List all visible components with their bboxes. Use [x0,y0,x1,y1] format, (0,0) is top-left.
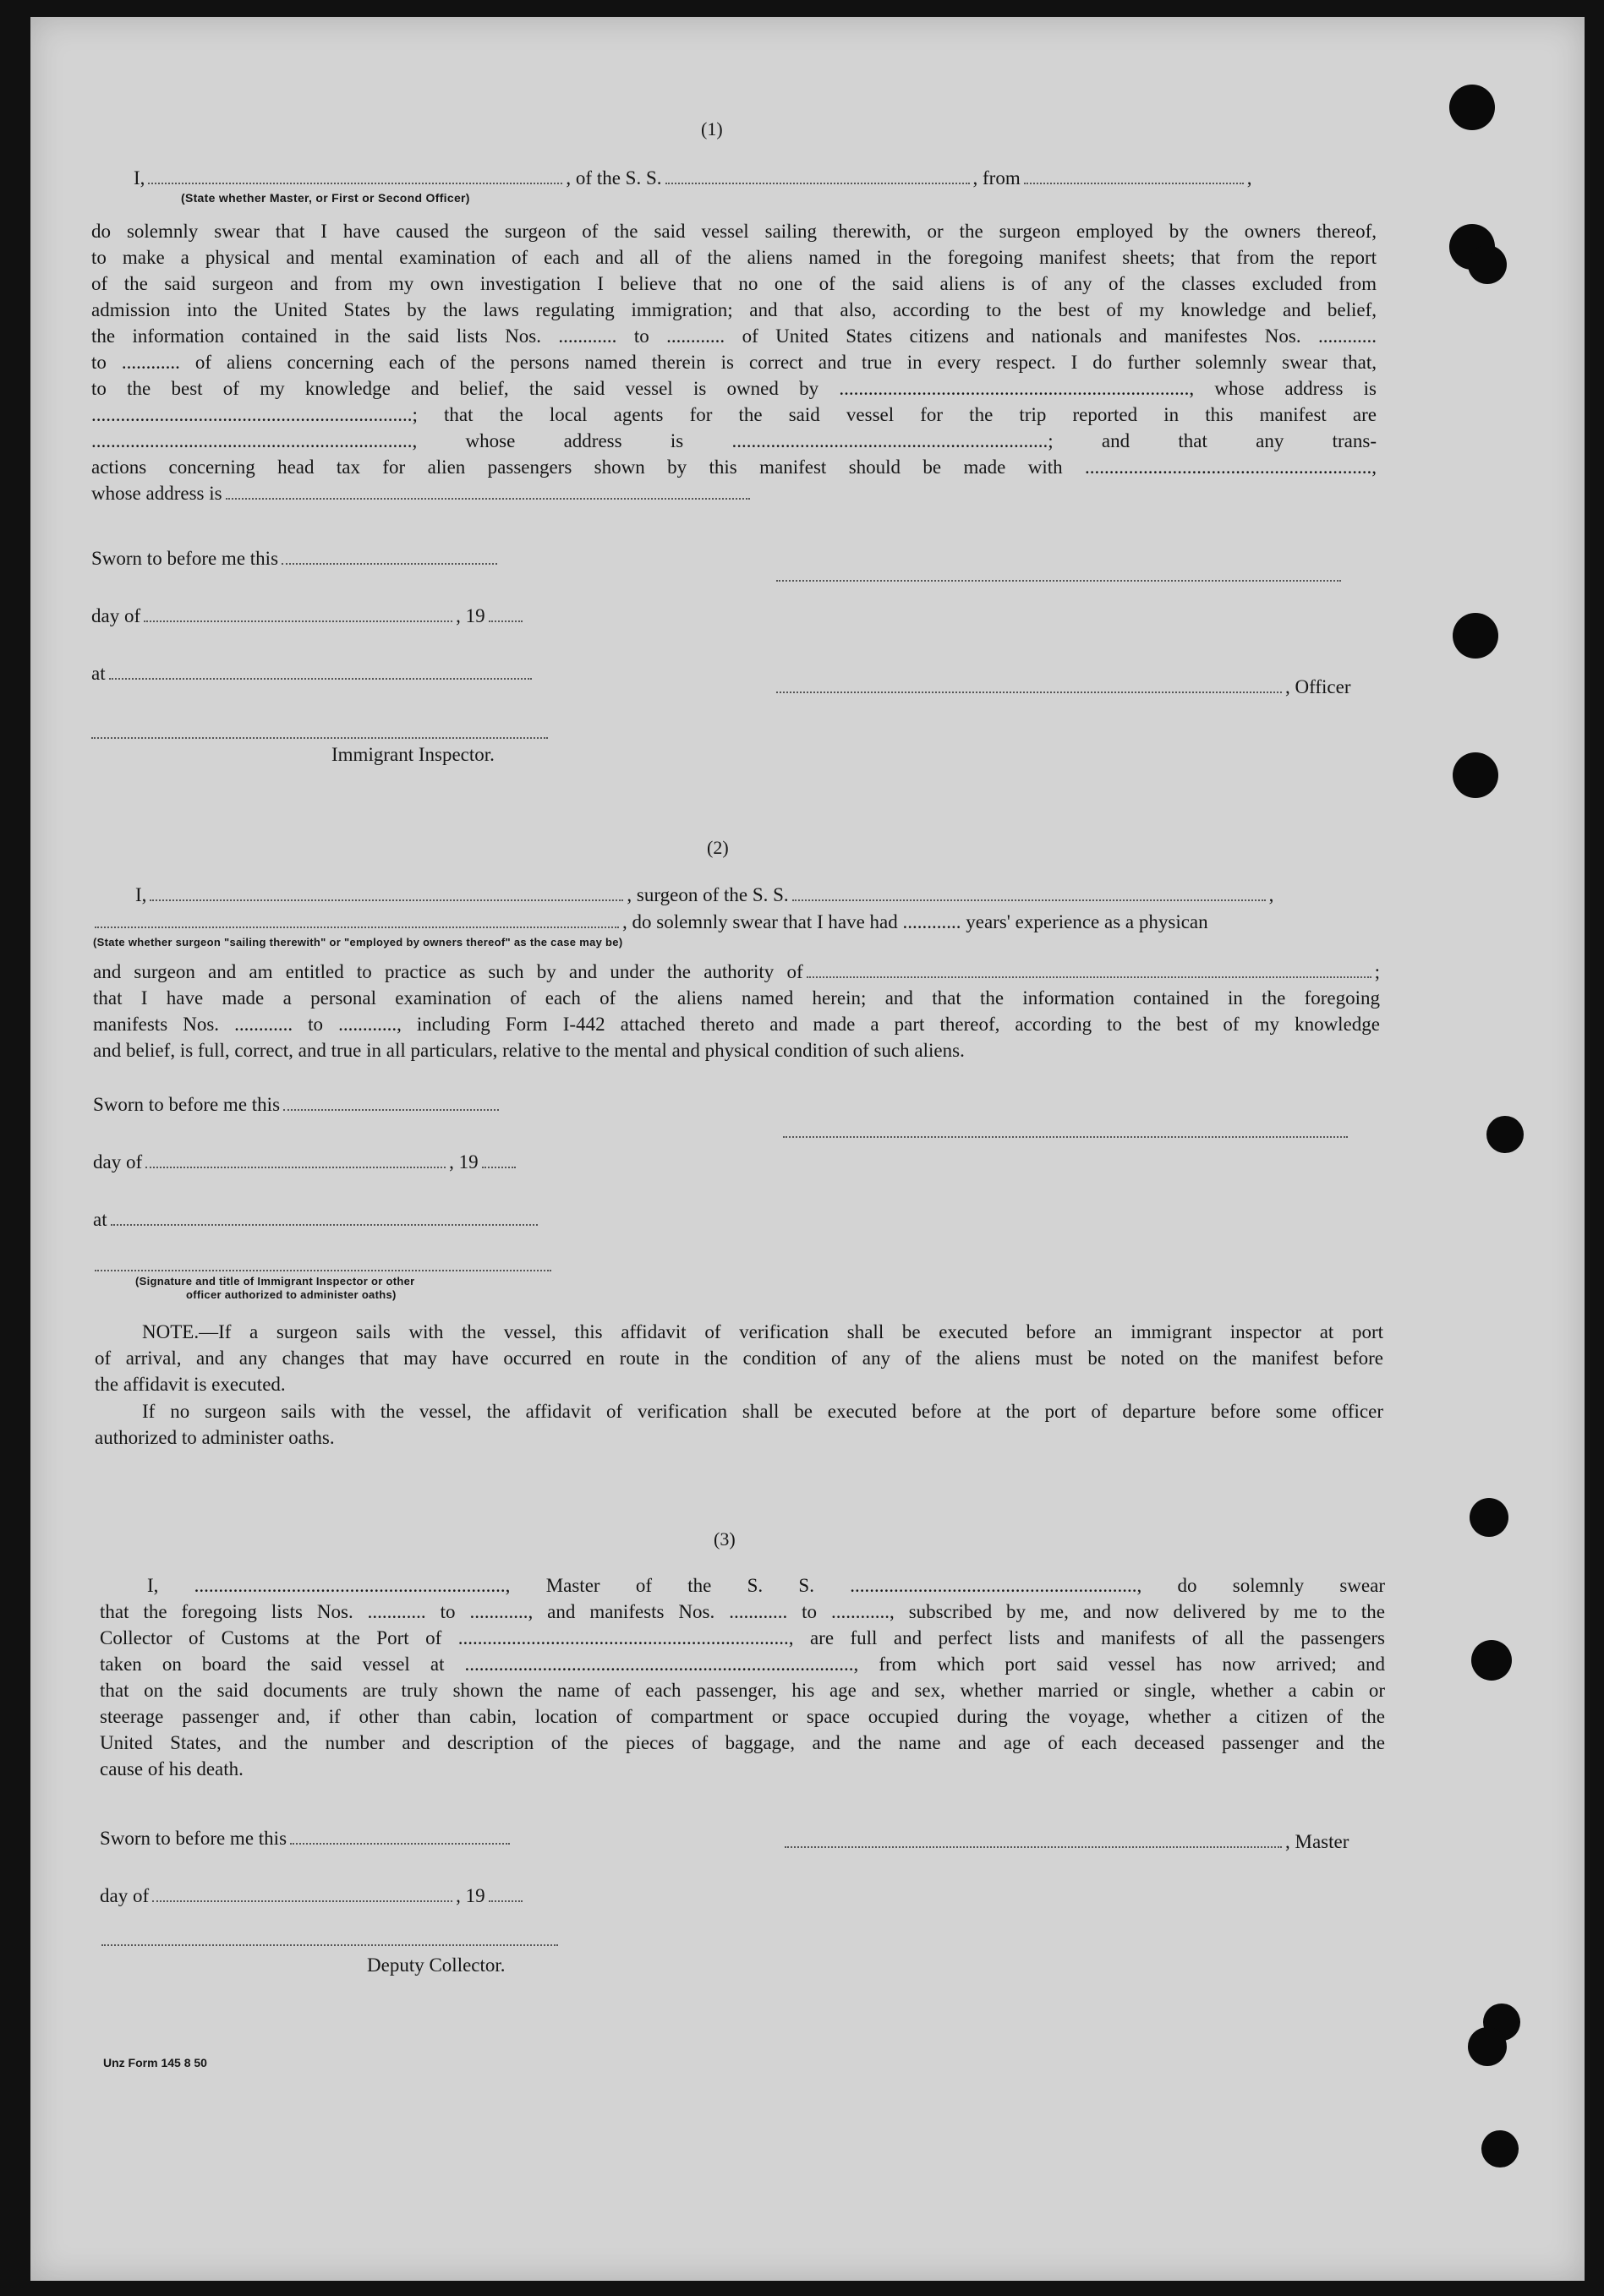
surgeon-signature-line[interactable] [783,1136,1348,1138]
body-line: Collector of Customs at the Port of ...................................................................., are full and perfect lists and manifests of all the passengers [100,1627,1385,1648]
deputy-signature-line[interactable] [101,1944,558,1946]
body-line: taken on board the said vessel at ................................................................................, from which port said vessel has now arrived; and [100,1654,1385,1675]
body-line: ..................................................................; that the local agents for the said vessel for the trip reported in this manifest are [91,404,1377,425]
section-3-body [100,1572,1385,1782]
punch-hole [1453,752,1498,798]
day-of-label: day of [100,1885,150,1906]
note-line: If no surgeon sails with the vessel, the affidavit of verification shall be executed before at the port of departure before some officer [142,1401,1383,1422]
authority-blank[interactable] [807,959,1371,978]
note-line: authorized to administer oaths. [95,1427,335,1448]
officer-label: , Officer [1285,676,1351,697]
body-line: to ............ of aliens concerning each of the persons named therein is correct and true in every respect. I do further solemnly swear that, [91,352,1377,373]
at-label: at [91,663,106,684]
month-blank[interactable] [144,604,452,622]
body-line: to make a physical and mental examination of each and all of the aliens named in the foregoing manifest sheets; that from the report [91,247,1377,268]
body-line: the information contained in the said lists Nos. ............ to ............ of United States citizens and nationals and manifestes Nos. ............ [91,325,1377,347]
note-line: the affidavit is executed. [95,1374,286,1395]
sworn-day-blank[interactable] [290,1826,510,1845]
year-blank[interactable] [482,1150,516,1168]
year-label: , 19 [449,1151,479,1173]
body-line: do solemnly swear that I have caused the surgeon of the said vessel sailing therewith, or the surgeon employed by the owners thereof, [91,221,1377,242]
section-3-number: (3) [714,1528,736,1550]
punch-hole [1486,1116,1524,1153]
body-line: .................................................................., whose address is .................................................................; and that any trans- [91,430,1377,451]
punch-hole [1449,85,1495,130]
body-line: that on the said documents are truly shown the name of each passenger, his age and sex, whether married or single, whether a cabin or [100,1680,1385,1701]
place-blank[interactable] [109,661,532,680]
section-2-body [93,959,1380,1063]
signature-note-1: (Signature and title of Immigrant Inspector or other [135,1275,415,1287]
whose-address-label: whose address is [91,483,222,504]
surgeon-of-ss: , surgeon of the S. S. [627,884,789,905]
body-line: and surgeon and am entitled to practice as such by and under the authority of ; [93,961,1380,982]
immigrant-inspector-label: Immigrant Inspector. [331,744,495,765]
at-label: at [93,1209,107,1230]
section-2-second-line [91,910,1208,935]
sworn-label: Sworn to before me this [93,1094,281,1115]
at-line [93,1207,541,1233]
punch-hole [1453,613,1498,659]
officer-rank-blank[interactable] [148,166,562,184]
master-label: , Master [1285,1831,1349,1852]
body-line: that I have made a personal examination of each of the aliens named herein; and that the information contained in the foregoing [93,987,1380,1009]
year-label: , 19 [456,605,485,626]
from-port-blank[interactable] [1024,166,1244,184]
authority-text: and surgeon and am entitled to practice as such by and under the authority of [93,961,803,982]
sworn-label: Sworn to before me this [91,548,279,569]
day-of-label: day of [91,605,141,626]
body-line [91,480,1377,506]
punch-hole [1468,2027,1507,2066]
month-blank[interactable] [145,1150,446,1168]
body-line: to the best of my knowledge and belief, the said vessel is owned by ........................................................................, whose address is [91,378,1377,399]
of-the-ss: , of the S. S. [566,167,662,189]
body-line: I, ................................................................, Master of the S. S. ..........................................................., do solemnly swear [147,1575,1385,1596]
surgeon-type-note: (State whether surgeon "sailing therewith" or "employed by owners thereof" as the case may be) [93,936,623,948]
no-surgeon-paragraph [95,1398,1383,1451]
surgeon-type-blank[interactable] [95,910,619,928]
sworn-line [91,546,501,571]
officer-signature-line[interactable] [776,692,1282,693]
body-line: cause of his death. [100,1758,244,1779]
section-1-number: (1) [701,118,723,139]
punch-hole [1471,1640,1512,1681]
note-line: of arrival, and any changes that may have occurred en route in the condition of any of the aliens must be noted on the manifest before [95,1348,1383,1369]
day-of-line [93,1150,519,1175]
sworn-day-blank[interactable] [282,546,497,565]
body-line: steerage passenger and, if other than cabin, location of compartment or space occupied during the voyage, whether a citizen of the [100,1706,1385,1727]
head-tax-address-blank[interactable] [226,481,750,500]
body-line: admission into the United States by the laws regulating immigration; and that also, according to the best of my knowledge and belief, [91,299,1377,320]
body-line: United States, and the number and description of the pieces of baggage, and the name and age of each deceased passenger and the [100,1732,1385,1753]
body-line: actions concerning head tax for alien passengers shown by this manifest should be made with ..........................................................., [91,456,1377,478]
body-line: that the foregoing lists Nos. ............ to ............, and manifests Nos. ............ to ............, subscribed by me, and now delivered by me to the [100,1601,1385,1622]
sworn-line [100,1826,513,1851]
punch-hole [1468,245,1507,284]
sworn-line [93,1092,502,1118]
deputy-collector-label: Deputy Collector. [367,1954,506,1976]
body-line: and belief, is full, correct, and true in all particulars, relative to the mental and physical condition of such aliens. [93,1040,965,1061]
place-blank[interactable] [111,1207,538,1226]
surgeon-name-blank[interactable] [150,883,623,901]
day-of-line [100,1883,526,1909]
punch-hole [1470,1498,1508,1537]
from-label: , from [972,167,1021,189]
inspector-signature-line[interactable] [91,737,548,739]
form-number: Unz Form 145 8 50 [103,2056,207,2069]
month-blank[interactable] [152,1883,452,1902]
opening-i: I, [135,884,147,905]
body-line: of the said surgeon and from my own investigation I believe that no one of the said aliens is of any of the classes excluded from [91,273,1377,294]
note-paragraph [95,1319,1383,1397]
sworn-label: Sworn to before me this [100,1828,287,1849]
experience-text: , do solemnly swear that I have had ............ years' experience as a physican [622,911,1208,932]
section-1-body [91,218,1377,506]
signature-note-2: officer authorized to administer oaths) [186,1288,397,1301]
year-label: , 19 [456,1885,485,1906]
body-line: manifests Nos. ............ to ............, including Form I-442 attached thereto and made a part thereof, according to the best of my knowledge [93,1014,1380,1035]
section-1-opening-line: I, , of the S. S. , from , [134,167,1252,189]
day-of-line [91,604,526,629]
section-2-number: (2) [707,837,729,858]
master-signature-line[interactable] [785,1846,1282,1848]
sworn-day-blank[interactable] [283,1092,499,1111]
day-of-label: day of [93,1151,143,1173]
manifest-affidavit-page [30,17,1585,2281]
inspector-signature-line[interactable] [95,1270,551,1271]
vessel-name-blank[interactable] [665,166,970,184]
at-line [91,661,535,686]
opening-i: I, [134,167,145,189]
section-2-opening-line: I, , surgeon of the S. S. , [135,884,1274,905]
punch-hole [1481,2130,1519,2168]
year-blank[interactable] [489,604,523,622]
vessel-name-blank[interactable] [792,883,1266,901]
year-blank[interactable] [489,1883,523,1902]
note-line: NOTE.—If a surgeon sails with the vessel, this affidavit of verification shall be executed before an immigrant inspector at port [142,1321,1383,1342]
officer-rank-note: (State whether Master, or First or Second Officer) [181,191,470,205]
signature-line[interactable] [776,580,1341,582]
